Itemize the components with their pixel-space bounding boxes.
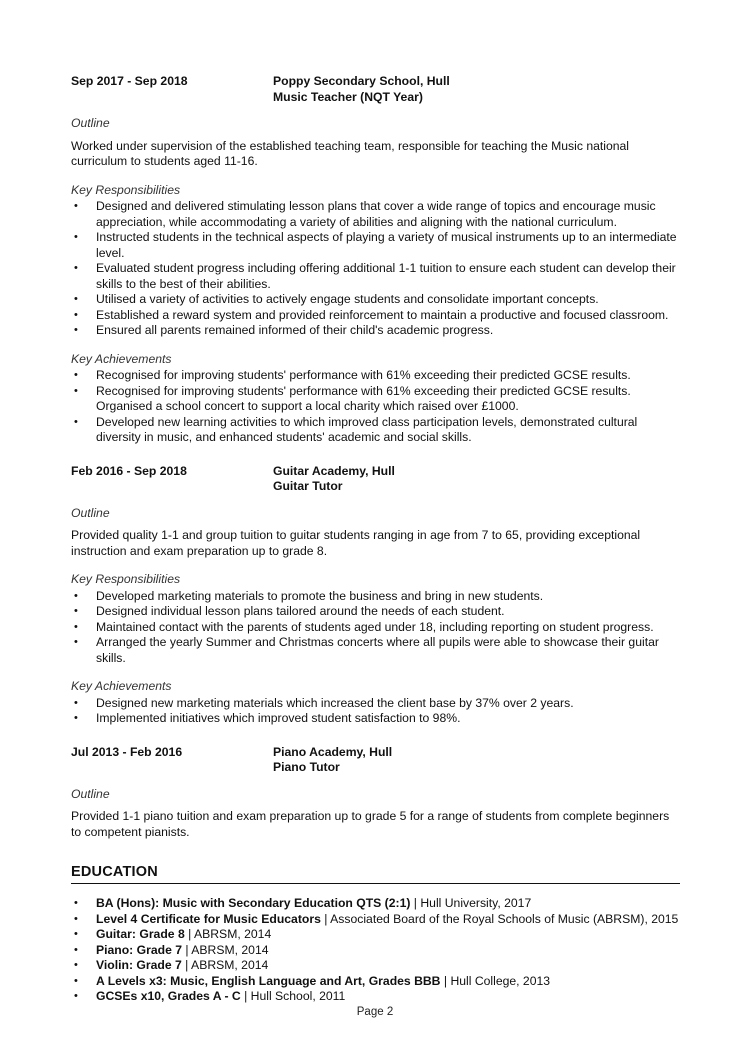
education-institution: | Hull University, 2017 [410, 896, 532, 910]
list-item: • Arranged the yearly Summer and Christmas concerts where all pupils were able to showcase their guitar skills. [71, 635, 680, 666]
education-qualification: Level 4 Certificate for Music Educators [96, 911, 321, 926]
education-qualification: Violin: Grade 7 [96, 958, 182, 972]
education-qualification: Piano: Grade 7 [96, 942, 183, 957]
education-qualification: BA (Hons): Music with Secondary Education QTS (2:1) [96, 896, 411, 910]
outline-label: Outline [71, 786, 110, 801]
education-item [71, 943, 680, 959]
list-item: • Developed marketing materials to promote the business and bring in new students. [71, 589, 680, 605]
achievements-list [71, 696, 680, 727]
resume-page-content [71, 74, 680, 1005]
education-qualification: GCSEs x10, Grades A - C [96, 989, 241, 1003]
list-item: • Recognised for improving students' performance with 61% exceeding their predicted GCSE results. [71, 368, 680, 384]
job-date: Feb 2016 - Sep 2018 [71, 463, 187, 478]
education-item [71, 927, 680, 943]
responsibilities-list [71, 199, 680, 339]
list-item: • Evaluated student progress including offering additional 1-1 tuition to ensure each student can develop their skills to the best of their abilities. [71, 261, 680, 292]
education-item [71, 974, 680, 990]
job-entry [71, 74, 680, 446]
responsibilities-label: Key Responsibilities [71, 182, 181, 197]
responsibilities-label: Key Responsibilities [71, 572, 181, 586]
list-item: • Instructed students in the technical aspects of playing a variety of musical instruments up to an intermediate level. [71, 230, 680, 261]
job-header [71, 745, 680, 776]
list-item: • Developed new learning activities to which improved class participation levels, demonstrated cultural diversity in music, and enhanced students' academic and social skills. [71, 415, 680, 446]
job-org: Guitar Academy, Hull [273, 463, 395, 478]
outline-text: Worked under supervision of the established teaching team, responsible for teaching the Music national curriculum to students aged 11-16. [71, 138, 630, 168]
responsibilities-list [71, 589, 680, 667]
job-role: Guitar Tutor [273, 479, 343, 493]
education-heading: EDUCATION [71, 864, 680, 884]
education-item [71, 912, 680, 928]
education-item [71, 896, 680, 912]
job-date: Jul 2013 - Feb 2016 [71, 744, 183, 759]
outline-label: Outline [71, 505, 110, 520]
outline-text: Provided quality 1-1 and group tuition to guitar students ranging in age from 7 to 65, providing exceptional instruction and exam preparation up to grade 8. [71, 528, 641, 558]
list-item: • Recognised for improving students' performance with 61% exceeding their predicted GCSE results. Organised a school concert to support a local charity which raised over £1000. [71, 384, 680, 415]
list-item: • Designed and delivered stimulating lesson plans that cover a wide range of topics and encourage music appreciation, while accommodating a variety of abilities and aligning with the national curriculum. [71, 199, 680, 230]
outline-text: Provided 1-1 piano tuition and exam preparation up to grade 5 for a range of students from complete beginners to competent pianists. [71, 809, 670, 839]
job-header [71, 74, 680, 105]
job-org-block [273, 464, 680, 495]
list-item: • Designed individual lesson plans tailored around the needs of each student. [71, 604, 680, 620]
job-org: Piano Academy, Hull [273, 744, 393, 759]
list-item: • Established a reward system and provided reinforcement to maintain a productive and focused classroom. [71, 308, 680, 324]
education-item [71, 989, 680, 1005]
education-institution: | ABRSM, 2014 [181, 958, 269, 972]
list-item: • Implemented initiatives which improved student satisfaction to 98%. [71, 711, 680, 727]
outline-label: Outline [71, 116, 110, 130]
job-org-block [273, 74, 680, 105]
education-item [71, 958, 680, 974]
education-institution: | ABRSM, 2014 [182, 942, 269, 957]
job-header [71, 464, 680, 495]
page-number: Page 2 [356, 1006, 394, 1018]
education-institution: | Associated Board of the Royal Schools of Music (ABRSM), 2015 [320, 911, 679, 926]
list-item: • Utilised a variety of activities to actively engage students and consolidate important concepts. [71, 292, 680, 308]
job-org-block [273, 745, 680, 776]
education-institution: | ABRSM, 2014 [184, 927, 272, 941]
education-list [71, 896, 680, 1005]
job-org: Poppy Secondary School, Hull [273, 74, 450, 88]
achievements-label: Key Achievements [71, 351, 172, 366]
job-date: Sep 2017 - Sep 2018 [71, 74, 188, 88]
education-institution: | Hull School, 2011 [240, 989, 346, 1003]
list-item: • Maintained contact with the parents of students aged under 18, including reporting on student progress. [71, 620, 680, 636]
list-item: • Ensured all parents remained informed of their child's academic progress. [71, 323, 680, 339]
education-qualification: A Levels x3: Music, English Language and Art, Grades BBB [96, 973, 441, 988]
job-role: Music Teacher (NQT Year) [273, 89, 423, 104]
education-institution: | Hull College, 2013 [440, 973, 551, 988]
achievements-label: Key Achievements [71, 679, 172, 693]
list-item: • Designed new marketing materials which increased the client base by 37% over 2 years. [71, 696, 680, 712]
education-qualification: Guitar: Grade 8 [96, 927, 185, 941]
job-role: Piano Tutor [273, 760, 340, 774]
job-entry [71, 745, 680, 841]
achievements-list [71, 368, 680, 446]
job-entry [71, 464, 680, 727]
